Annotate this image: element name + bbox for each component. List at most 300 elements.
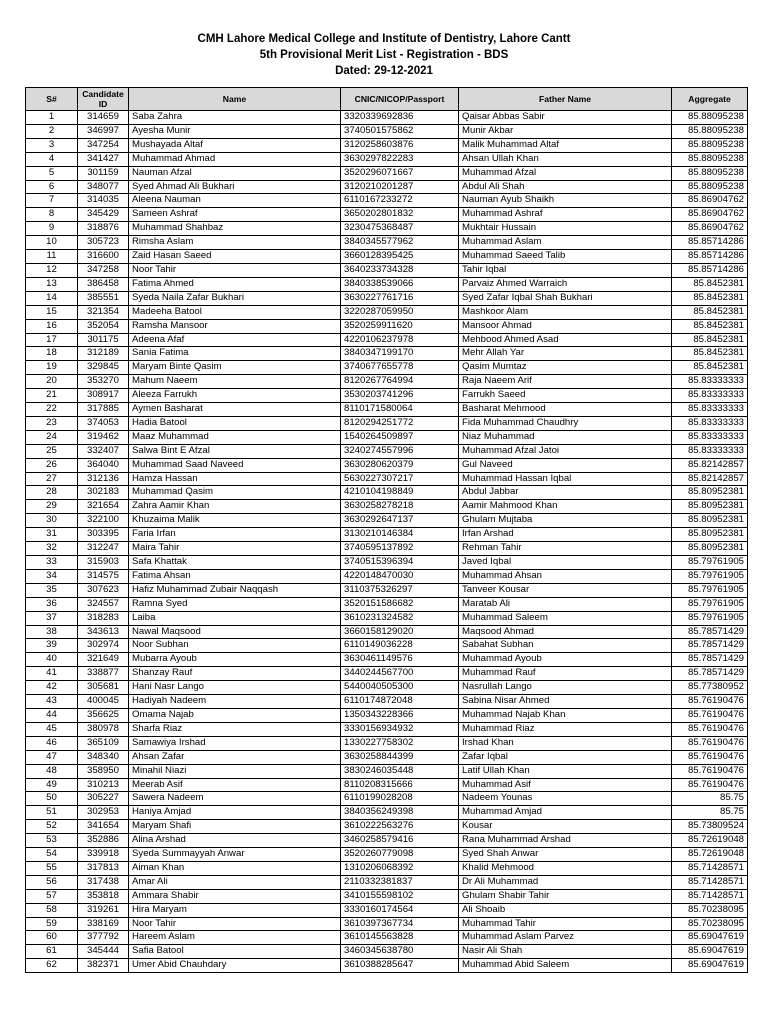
candidate-id: 332407: [78, 444, 129, 458]
cnic-number: 3660158129020: [341, 625, 459, 639]
table-row: [26, 333, 748, 347]
cnic-number: 3650202801832: [341, 208, 459, 222]
aggregate-score: 85.75: [672, 806, 748, 820]
serial-number: 57: [26, 889, 78, 903]
aggregate-score: 85.78571429: [672, 639, 748, 653]
candidate-id: 321354: [78, 305, 129, 319]
candidate-name: Zahra Aamir Khan: [129, 500, 341, 514]
candidate-name: Safa Khattak: [129, 556, 341, 570]
aggregate-score: 85.83333333: [672, 416, 748, 430]
serial-number: 35: [26, 583, 78, 597]
aggregate-score: 85.69047619: [672, 959, 748, 973]
table-row: [26, 291, 748, 305]
candidate-name: Fatima Ahsan: [129, 569, 341, 583]
cnic-number: 3630258278218: [341, 500, 459, 514]
cnic-number: 3330156934932: [341, 722, 459, 736]
column-header-aggregate: Aggregate: [672, 88, 748, 111]
serial-number: 56: [26, 875, 78, 889]
cnic-number: 1540264509897: [341, 430, 459, 444]
table-row: [26, 124, 748, 138]
candidate-id: 314035: [78, 194, 129, 208]
cnic-number: 8110208315666: [341, 778, 459, 792]
candidate-id: 386458: [78, 277, 129, 291]
serial-number: 43: [26, 695, 78, 709]
table-row: [26, 848, 748, 862]
father-name: Raja Naeem Arif: [459, 375, 672, 389]
serial-number: 15: [26, 305, 78, 319]
serial-number: 12: [26, 263, 78, 277]
table-row: [26, 180, 748, 194]
table-row: [26, 111, 748, 125]
father-name: Muhammad Asif: [459, 778, 672, 792]
aggregate-score: 85.71428571: [672, 861, 748, 875]
serial-number: 52: [26, 820, 78, 834]
father-name: Muhammad Aslam Parvez: [459, 931, 672, 945]
serial-number: 29: [26, 500, 78, 514]
candidate-name: Muhammad Shahbaz: [129, 222, 341, 236]
serial-number: 34: [26, 569, 78, 583]
serial-number: 51: [26, 806, 78, 820]
table-row: [26, 194, 748, 208]
cnic-number: 3610388285647: [341, 959, 459, 973]
serial-number: 39: [26, 639, 78, 653]
candidate-name: Ahsan Zafar: [129, 750, 341, 764]
serial-number: 58: [26, 903, 78, 917]
table-row: [26, 430, 748, 444]
table-row: [26, 778, 748, 792]
father-name: Muhammad Riaz: [459, 722, 672, 736]
table-row: [26, 889, 748, 903]
candidate-id: 338169: [78, 917, 129, 931]
cnic-number: 3610231324582: [341, 611, 459, 625]
serial-number: 7: [26, 194, 78, 208]
candidate-name: Hadiyah Nadeem: [129, 695, 341, 709]
table-row: [26, 569, 748, 583]
candidate-id: 339918: [78, 848, 129, 862]
table-row: [26, 834, 748, 848]
cnic-number: 3740501575862: [341, 124, 459, 138]
father-name: Farrukh Saeed: [459, 389, 672, 403]
candidate-id: 353818: [78, 889, 129, 903]
candidate-name: Syed Ahmad Ali Bukhari: [129, 180, 341, 194]
candidate-name: Muhammad Saad Naveed: [129, 458, 341, 472]
cnic-number: 5630227307217: [341, 472, 459, 486]
table-row: [26, 542, 748, 556]
candidate-name: Meerab Asif: [129, 778, 341, 792]
father-name: Nadeem Younas: [459, 792, 672, 806]
aggregate-score: 85.79761905: [672, 597, 748, 611]
candidate-id: 321654: [78, 500, 129, 514]
candidate-name: Noor Tahir: [129, 263, 341, 277]
father-name: Kousar: [459, 820, 672, 834]
candidate-name: Sania Fatima: [129, 347, 341, 361]
father-name: Qaisar Abbas Sabir: [459, 111, 672, 125]
column-header-candidate-id: Candidate ID: [78, 88, 129, 111]
table-row: [26, 931, 748, 945]
table-row: [26, 722, 748, 736]
aggregate-score: 85.88095238: [672, 166, 748, 180]
cnic-number: 3610222563276: [341, 820, 459, 834]
document-header: [0, 31, 768, 79]
table-row: [26, 222, 748, 236]
serial-number: 53: [26, 834, 78, 848]
table-row: [26, 792, 748, 806]
serial-number: 30: [26, 514, 78, 528]
cnic-number: 8120267764994: [341, 375, 459, 389]
candidate-id: 364040: [78, 458, 129, 472]
father-name: Muhammad Aslam: [459, 236, 672, 250]
cnic-number: 3610145563828: [341, 931, 459, 945]
father-name: Mukhtair Hussain: [459, 222, 672, 236]
candidate-name: Maryam Shafi: [129, 820, 341, 834]
aggregate-score: 85.78571429: [672, 625, 748, 639]
father-name: Basharat Mehmood: [459, 403, 672, 417]
serial-number: 44: [26, 708, 78, 722]
father-name: Tanveer Kousar: [459, 583, 672, 597]
college-title: CMH Lahore Medical College and Institute of Dentistry, Lahore Cantt: [197, 33, 571, 45]
candidate-id: 341654: [78, 820, 129, 834]
candidate-name: Saba Zahra: [129, 111, 341, 125]
serial-number: 62: [26, 959, 78, 973]
candidate-id: 321649: [78, 653, 129, 667]
father-name: Muhammad Saleem: [459, 611, 672, 625]
father-name: Ali Shoaib: [459, 903, 672, 917]
aggregate-score: 85.69047619: [672, 945, 748, 959]
candidate-name: Haniya Amjad: [129, 806, 341, 820]
candidate-id: 341427: [78, 152, 129, 166]
aggregate-score: 85.79761905: [672, 556, 748, 570]
aggregate-score: 85.80952381: [672, 500, 748, 514]
cnic-number: 6110174872048: [341, 695, 459, 709]
table-row: [26, 500, 748, 514]
cnic-number: 3410155598102: [341, 889, 459, 903]
aggregate-score: 85.80952381: [672, 514, 748, 528]
cnic-number: 3110375326297: [341, 583, 459, 597]
candidate-name: Hafiz Muhammad Zubair Naqqash: [129, 583, 341, 597]
candidate-id: 356625: [78, 708, 129, 722]
candidate-id: 348340: [78, 750, 129, 764]
father-name: Dr Ali Muhammad: [459, 875, 672, 889]
serial-number: 27: [26, 472, 78, 486]
candidate-id: 305681: [78, 681, 129, 695]
cnic-number: 3330160174564: [341, 903, 459, 917]
serial-number: 60: [26, 931, 78, 945]
candidate-name: Noor Subhan: [129, 639, 341, 653]
candidate-name: Aymen Basharat: [129, 403, 341, 417]
table-row: [26, 806, 748, 820]
table-row: [26, 695, 748, 709]
serial-number: 19: [26, 361, 78, 375]
candidate-id: 352054: [78, 319, 129, 333]
serial-number: 9: [26, 222, 78, 236]
candidate-name: Minahil Niazi: [129, 764, 341, 778]
candidate-id: 338877: [78, 667, 129, 681]
candidate-id: 312136: [78, 472, 129, 486]
aggregate-score: 85.85714286: [672, 236, 748, 250]
cnic-number: 6110149036228: [341, 639, 459, 653]
aggregate-score: 85.86904762: [672, 208, 748, 222]
father-name: Qasim Mumtaz: [459, 361, 672, 375]
candidate-id: 318876: [78, 222, 129, 236]
serial-number: 46: [26, 736, 78, 750]
cnic-number: 3630227761716: [341, 291, 459, 305]
table-row: [26, 250, 748, 264]
serial-number: 38: [26, 625, 78, 639]
father-name: Nasir Ali Shah: [459, 945, 672, 959]
serial-number: 25: [26, 444, 78, 458]
aggregate-score: 85.85714286: [672, 263, 748, 277]
table-row: [26, 903, 748, 917]
serial-number: 48: [26, 764, 78, 778]
aggregate-score: 85.83333333: [672, 375, 748, 389]
aggregate-score: 85.71428571: [672, 889, 748, 903]
cnic-number: 8120294251772: [341, 416, 459, 430]
cnic-number: 3440244567700: [341, 667, 459, 681]
aggregate-score: 85.82142857: [672, 458, 748, 472]
candidate-name: Umer Abid Chauhdary: [129, 959, 341, 973]
candidate-id: 317438: [78, 875, 129, 889]
table-row: [26, 458, 748, 472]
aggregate-score: 85.88095238: [672, 124, 748, 138]
candidate-name: Madeeha Batool: [129, 305, 341, 319]
column-header-sn: S#: [26, 88, 78, 111]
candidate-name: Fatima Ahmed: [129, 277, 341, 291]
table-row: [26, 820, 748, 834]
candidate-id: 385551: [78, 291, 129, 305]
cnic-number: 8110171580064: [341, 403, 459, 417]
aggregate-score: 85.80952381: [672, 542, 748, 556]
candidate-id: 345444: [78, 945, 129, 959]
candidate-name: Ayesha Munir: [129, 124, 341, 138]
aggregate-score: 85.83333333: [672, 430, 748, 444]
candidate-name: Sawera Nadeem: [129, 792, 341, 806]
candidate-name: Aleeza Farrukh: [129, 389, 341, 403]
candidate-name: Hadia Batool: [129, 416, 341, 430]
serial-number: 40: [26, 653, 78, 667]
aggregate-score: 85.8452381: [672, 361, 748, 375]
table-row: [26, 305, 748, 319]
cnic-number: 3130210146384: [341, 528, 459, 542]
serial-number: 4: [26, 152, 78, 166]
father-name: Muhammad Ahsan: [459, 569, 672, 583]
cnic-number: 3240274557996: [341, 444, 459, 458]
candidate-name: Muhammad Ahmad: [129, 152, 341, 166]
serial-number: 2: [26, 124, 78, 138]
table-row: [26, 375, 748, 389]
serial-number: 33: [26, 556, 78, 570]
candidate-name: Muhammad Qasim: [129, 486, 341, 500]
table-row: [26, 681, 748, 695]
aggregate-score: 85.83333333: [672, 389, 748, 403]
candidate-id: 317813: [78, 861, 129, 875]
table-row: [26, 611, 748, 625]
father-name: Javed Iqbal: [459, 556, 672, 570]
aggregate-score: 85.8452381: [672, 305, 748, 319]
serial-number: 31: [26, 528, 78, 542]
candidate-name: Maira Tahir: [129, 542, 341, 556]
father-name: Mansoor Ahmad: [459, 319, 672, 333]
cnic-number: 3740677655778: [341, 361, 459, 375]
father-name: Gul Naveed: [459, 458, 672, 472]
father-name: Nasrullah Lango: [459, 681, 672, 695]
cnic-number: 3630461149576: [341, 653, 459, 667]
aggregate-score: 85.76190476: [672, 722, 748, 736]
candidate-name: Syeda Naila Zafar Bukhari: [129, 291, 341, 305]
cnic-number: 3460345638780: [341, 945, 459, 959]
candidate-name: Alina Arshad: [129, 834, 341, 848]
table-row: [26, 653, 748, 667]
cnic-number: 3120258603876: [341, 138, 459, 152]
father-name: Muhammad Afzal Jatoi: [459, 444, 672, 458]
serial-number: 3: [26, 138, 78, 152]
aggregate-score: 85.76190476: [672, 764, 748, 778]
candidate-name: Aleena Nauman: [129, 194, 341, 208]
cnic-number: 6110199028208: [341, 792, 459, 806]
father-name: Muhammad Najab Khan: [459, 708, 672, 722]
father-name: Muhammad Abid Saleem: [459, 959, 672, 973]
serial-number: 21: [26, 389, 78, 403]
father-name: Rehman Tahir: [459, 542, 672, 556]
serial-number: 16: [26, 319, 78, 333]
father-name: Latif Ullah Khan: [459, 764, 672, 778]
father-name: Tahir Iqbal: [459, 263, 672, 277]
cnic-number: 3120210201287: [341, 180, 459, 194]
father-name: Khalid Mehmood: [459, 861, 672, 875]
father-name: Irfan Arshad: [459, 528, 672, 542]
cnic-number: 3530203741296: [341, 389, 459, 403]
cnic-number: 4210104198849: [341, 486, 459, 500]
father-name: Mehbood Ahmed Asad: [459, 333, 672, 347]
aggregate-score: 85.79761905: [672, 569, 748, 583]
aggregate-score: 85.76190476: [672, 736, 748, 750]
aggregate-score: 85.76190476: [672, 750, 748, 764]
candidate-id: 312189: [78, 347, 129, 361]
father-name: Muhammad Hassan Iqbal: [459, 472, 672, 486]
candidate-id: 380978: [78, 722, 129, 736]
candidate-id: 374053: [78, 416, 129, 430]
table-row: [26, 319, 748, 333]
father-name: Malik Muhammad Altaf: [459, 138, 672, 152]
candidate-name: Samawiya Irshad: [129, 736, 341, 750]
table-row: [26, 263, 748, 277]
aggregate-score: 85.72619048: [672, 848, 748, 862]
list-title: 5th Provisional Merit List - Registration - BDS: [259, 49, 509, 61]
aggregate-score: 85.76190476: [672, 695, 748, 709]
table-row: [26, 764, 748, 778]
candidate-name: Ramna Syed: [129, 597, 341, 611]
candidate-name: Nauman Afzal: [129, 166, 341, 180]
table-row: [26, 639, 748, 653]
aggregate-score: 85.88095238: [672, 138, 748, 152]
candidate-id: 346997: [78, 124, 129, 138]
candidate-name: Hareem Aslam: [129, 931, 341, 945]
father-name: Syed Shah Anwar: [459, 848, 672, 862]
father-name: Mehr Allah Yar: [459, 347, 672, 361]
candidate-name: Maryam Binte Qasim: [129, 361, 341, 375]
father-name: Maratab Ali: [459, 597, 672, 611]
list-date: Dated: 29-12-2021: [335, 65, 433, 77]
candidate-name: Amar Ali: [129, 875, 341, 889]
serial-number: 10: [26, 236, 78, 250]
serial-number: 13: [26, 277, 78, 291]
candidate-name: Adeena Afaf: [129, 333, 341, 347]
candidate-id: 317885: [78, 403, 129, 417]
table-row: [26, 138, 748, 152]
father-name: Muhammad Ayoub: [459, 653, 672, 667]
serial-number: 24: [26, 430, 78, 444]
candidate-id: 302953: [78, 806, 129, 820]
table-row: [26, 208, 748, 222]
cnic-number: 3640233734328: [341, 263, 459, 277]
column-header-name: Name: [129, 88, 341, 111]
candidate-name: Khuzaima Malik: [129, 514, 341, 528]
father-name: Rana Muhammad Arshad: [459, 834, 672, 848]
candidate-id: 347254: [78, 138, 129, 152]
aggregate-score: 85.86904762: [672, 194, 748, 208]
aggregate-score: 85.88095238: [672, 152, 748, 166]
serial-number: 1: [26, 111, 78, 125]
serial-number: 37: [26, 611, 78, 625]
table-row: [26, 486, 748, 500]
candidate-id: 312247: [78, 542, 129, 556]
table-row: [26, 556, 748, 570]
cnic-number: 3520296071667: [341, 166, 459, 180]
table-row: [26, 736, 748, 750]
table-row: [26, 583, 748, 597]
serial-number: 41: [26, 667, 78, 681]
aggregate-score: 85.78571429: [672, 653, 748, 667]
table-row: [26, 416, 748, 430]
cnic-number: 3740515396394: [341, 556, 459, 570]
table-row: [26, 708, 748, 722]
column-header-cnic: CNIC/NICOP/Passport: [341, 88, 459, 111]
cnic-number: 2110332381837: [341, 875, 459, 889]
aggregate-score: 85.73809524: [672, 820, 748, 834]
aggregate-score: 85.79761905: [672, 583, 748, 597]
table-row: [26, 875, 748, 889]
father-name: Syed Zafar Iqbal Shah Bukhari: [459, 291, 672, 305]
father-name: Zafar Iqbal: [459, 750, 672, 764]
table-row: [26, 597, 748, 611]
aggregate-score: 85.78571429: [672, 667, 748, 681]
cnic-number: 3630292647137: [341, 514, 459, 528]
aggregate-score: 85.8452381: [672, 319, 748, 333]
table-row: [26, 917, 748, 931]
candidate-id: 400045: [78, 695, 129, 709]
cnic-number: 3520260779098: [341, 848, 459, 862]
serial-number: 59: [26, 917, 78, 931]
father-name: Parvaiz Ahmed Warraich: [459, 277, 672, 291]
candidate-name: Syeda Summayyah Anwar: [129, 848, 341, 862]
table-row: [26, 152, 748, 166]
candidate-id: 343613: [78, 625, 129, 639]
candidate-name: Ammara Shabir: [129, 889, 341, 903]
serial-number: 47: [26, 750, 78, 764]
cnic-number: 3660128395425: [341, 250, 459, 264]
candidate-id: 319462: [78, 430, 129, 444]
candidate-id: 310213: [78, 778, 129, 792]
father-name: Abdul Jabbar: [459, 486, 672, 500]
aggregate-score: 85.8452381: [672, 347, 748, 361]
cnic-number: 3830246035448: [341, 764, 459, 778]
father-name: Aamir Mahmood Khan: [459, 500, 672, 514]
cnic-number: 3740595137892: [341, 542, 459, 556]
aggregate-score: 85.70238095: [672, 903, 748, 917]
father-name: Muhammad Ashraf: [459, 208, 672, 222]
candidate-id: 347258: [78, 263, 129, 277]
aggregate-score: 85.69047619: [672, 931, 748, 945]
father-name: Sabahat Subhan: [459, 639, 672, 653]
